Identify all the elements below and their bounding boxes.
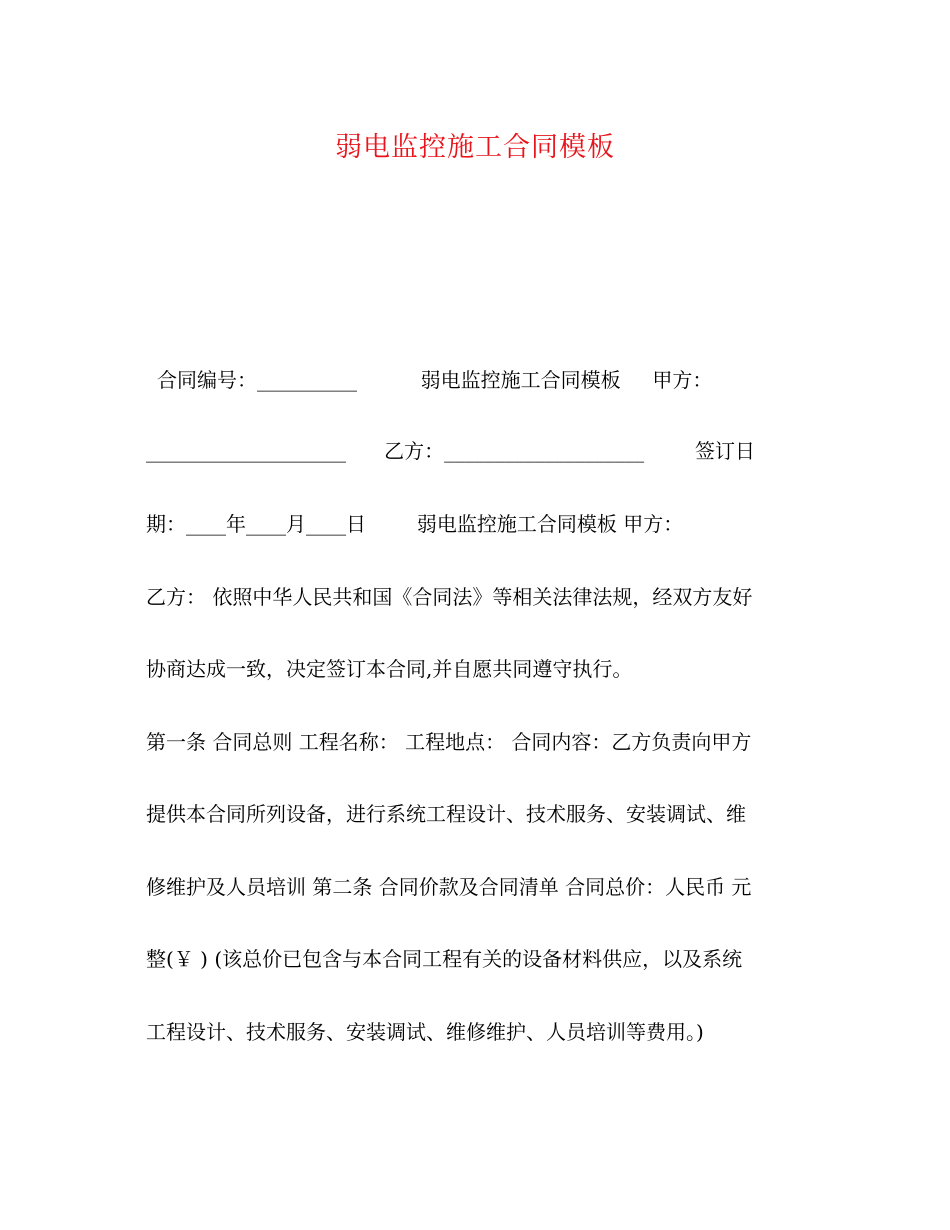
text-line-preamble-cont: 协商达成一致，决定签订本合同,并自愿共同遵守执行。 (146, 657, 633, 681)
text-line-parties: ____________________ 乙方：____________________ 签订日 (146, 439, 756, 463)
text-line-preamble: 乙方： 依照中华人民共和国《合同法》等相关法律法规，经双方友好 (146, 585, 753, 609)
text-line-sign-date: 期：____年____月____日 弱电监控施工合同模板 甲方： (146, 512, 684, 536)
text-line-article-2-end: 工程设计、技术服务、安装调试、维修维护、人员培训等费用。) (146, 1020, 704, 1044)
text-line-contract-number: 合同编号：__________ 弱电监控施工合同模板 甲方： (157, 368, 713, 392)
text-line-article-2-cont: 整(￥ ) (该总价已包含与本合同工程有关的设备材料供应，以及系统 (146, 947, 743, 971)
text-line-article-1: 第一条 合同总则 工程名称： 工程地点： 合同内容：乙方负责向甲方 (146, 730, 752, 754)
document-title: 弱电监控施工合同模板 (335, 132, 615, 163)
text-line-article-1-cont: 提供本合同所列设备，进行系统工程设计、技术服务、安装调试、维 (146, 802, 746, 826)
text-line-article-2: 修维护及人员培训 第二条 合同价款及合同清单 合同总价：人民币 元 (146, 875, 752, 899)
